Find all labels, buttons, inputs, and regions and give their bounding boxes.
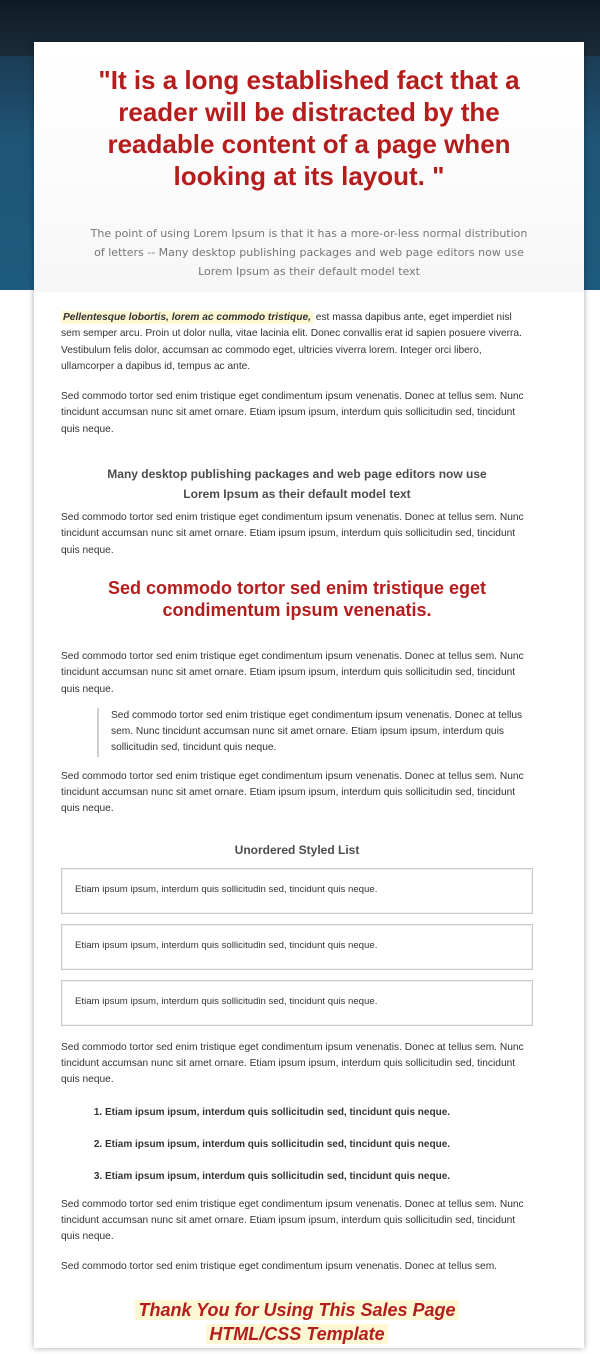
content [61,310,533,1346]
thank-you-line-1: Thank You for Using This Sales Page [61,1298,533,1322]
paragraph: Sed commodo tortor sed enim tristique eget condimentum ipsum venenatis. Donec at tellus sem. Nunc tincidunt accumsan nunc sit amet ornare. Etiam ipsum ipsum, interdum quis sollicitudin sed, tincidunt quis neque. [61,1198,524,1243]
ordered-item: 2. Etiam ipsum ipsum, interdum quis sollicitudin sed, tincidunt quis neque. [105,1137,533,1153]
headline: "It is a long established fact that a reader will be distracted by the readable content of a page when looking at its layout. " [98,65,520,191]
list-item: Etiam ipsum ipsum, interdum quis sollicitudin sed, tincidunt quis neque. [61,868,533,914]
subheadline: The point of using Lorem Ipsum is that it has a more-or-less normal distribution of letters -- Many desktop publishing packages and web page editors now use Lorem Ipsum as their default model text [90,227,528,278]
list-item: Etiam ipsum ipsum, interdum quis sollicitudin sed, tincidunt quis neque. [61,980,533,1026]
highlighted-text: Pellentesque lobortis, lorem ac commodo tristique, [63,312,311,323]
sub-heading: Many desktop publishing packages and web page editors now use Lorem Ipsum as their default model text [107,467,487,502]
paragraph: Sed commodo tortor sed enim tristique eget condimentum ipsum venenatis. Donec at tellus sem. Nunc tincidunt accumsan nunc sit amet ornare. Etiam ipsum ipsum, interdum quis sollicitudin sed, tincidunt quis neque. [61,650,524,695]
list-title: Unordered Styled List [234,842,360,857]
paragraph: Sed commodo tortor sed enim tristique eget condimentum ipsum venenatis. Donec at tellus sem. Nunc tincidunt accumsan nunc sit amet ornare. Etiam ipsum ipsum, interdum quis sollicitudin sed, tincidunt quis neque. [61,770,524,815]
paragraph: Sed commodo tortor sed enim tristique eget condimentum ipsum venenatis. Donec at tellus sem. Nunc tincidunt accumsan nunc sit amet ornare. Etiam ipsum ipsum, interdum quis sollicitudin sed, tincidunt quis neque. [61,1041,524,1086]
ordered-list [61,1105,533,1185]
intro-paragraph [61,310,533,375]
red-heading: Sed commodo tortor sed enim tristique eget condimentum ipsum venenatis. [107,577,487,620]
thank-you-line-2: HTML/CSS Template [61,1322,533,1346]
paragraph: Sed commodo tortor sed enim tristique eget condimentum ipsum venenatis. Donec at tellus sem. Nunc tincidunt accumsan nunc sit amet ornare. Etiam ipsum ipsum, interdum quis sollicitudin sed, tincidunt quis neque. [61,512,524,556]
ordered-item: 1. Etiam ipsum ipsum, interdum quis sollicitudin sed, tincidunt quis neque. [105,1105,533,1121]
paragraph: Sed commodo tortor sed enim tristique eget condimentum ipsum venenatis. Donec at tellus sem. [61,1261,498,1273]
list-item: Etiam ipsum ipsum, interdum quis sollicitudin sed, tincidunt quis neque. [61,924,533,970]
intro-text: est massa dapibus ante, eget imperdiet nisl sem semper arcu. Proin ut dolor nulla, vitae lacinia elit. Donec convallis erat id sapien posuere viverra. Vestibulum felis dolor, accumsan ac commodo eget, ultricies viverra lorem. Integer orci libero, ullamcorper a dapibus id, tempus ac ante. [61,312,522,372]
styled-list [61,868,533,1026]
paragraph: Sed commodo tortor sed enim tristique eget condimentum ipsum venenatis. Donec at tellus sem. Nunc tincidunt accumsan nunc sit amet ornare. Etiam ipsum ipsum, interdum quis sollicitudin sed, tincidunt quis neque. [61,391,524,435]
sales-page [34,42,584,1348]
ordered-item: 3. Etiam ipsum ipsum, interdum quis sollicitudin sed, tincidunt quis neque. [105,1169,533,1185]
blockquote: Sed commodo tortor sed enim tristique eget condimentum ipsum venenatis. Donec at tellus sem. Nunc tincidunt accumsan nunc sit amet ornare. Etiam ipsum ipsum, interdum quis sollicitudin sed, tincidunt quis neque. [97,708,533,757]
page-header [34,42,584,292]
